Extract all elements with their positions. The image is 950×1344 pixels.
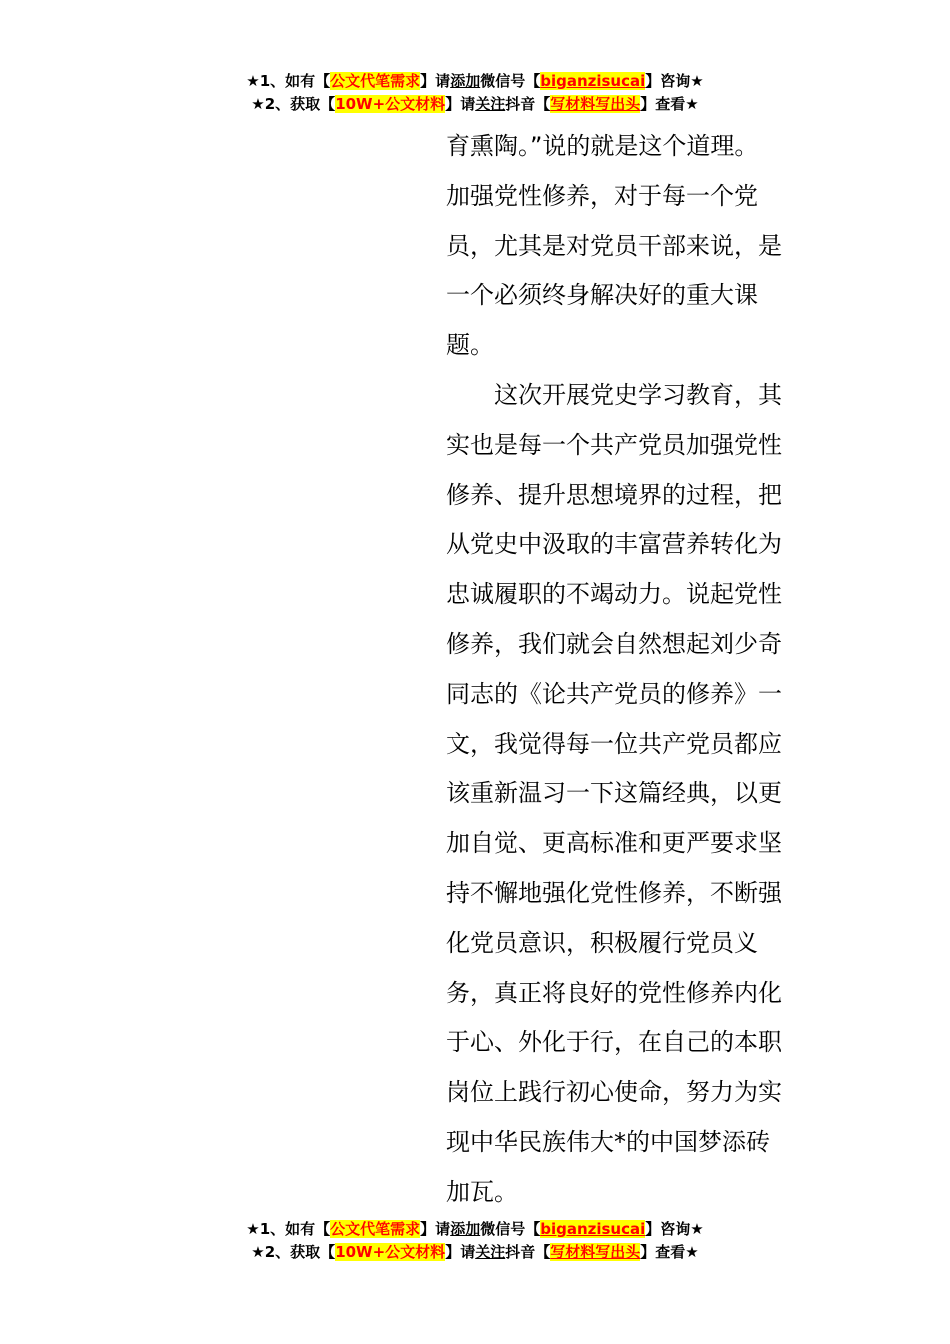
body-line: 现中华民族伟大*的中国梦添砖 xyxy=(446,1127,770,1156)
banner-text: ★2、获取【 xyxy=(251,95,336,113)
banner-text: 】查看★ xyxy=(640,1243,699,1261)
body-line: 忠诚履职的不竭动力。说起党性 xyxy=(446,580,782,609)
banner-text: 】请 xyxy=(420,72,451,90)
body-line: 题。 xyxy=(446,331,494,360)
underlined-text: 添加 xyxy=(450,72,481,90)
highlight-text: 10W+公文材料 xyxy=(335,1243,446,1261)
banner-text: 】咨询★ xyxy=(645,72,704,90)
banner-text: 】请 xyxy=(445,1243,476,1261)
body-line: 持不懈地强化党性修养，不断强 xyxy=(446,878,782,907)
body-line: 文，我觉得每一位共产党员都应 xyxy=(446,729,782,758)
banner-text: 抖音【 xyxy=(505,1243,551,1261)
douyin-id: 写材料写出头 xyxy=(550,1243,641,1261)
banner-text: 】查看★ xyxy=(640,95,699,113)
body-line: 化党员意识，积极履行党员义 xyxy=(446,928,758,957)
body-line: 从党史中汲取的丰富营养转化为 xyxy=(446,530,782,559)
banner-line-2 xyxy=(0,1241,950,1264)
body-line: 岗位上践行初心使命，努力为实 xyxy=(446,1078,782,1107)
banner-text: 】请 xyxy=(445,95,476,113)
footer-banner xyxy=(0,1218,950,1264)
body-line: 于心、外化于行，在自己的本职 xyxy=(446,1028,782,1057)
banner-text: ★1、如有【 xyxy=(246,1220,331,1238)
douyin-id: 写材料写出头 xyxy=(550,95,641,113)
banner-line-2 xyxy=(0,93,950,116)
banner-text: 】咨询★ xyxy=(645,1220,704,1238)
body-line: 实也是每一个共产党员加强党性 xyxy=(446,430,782,459)
document-body xyxy=(446,122,808,1218)
body-line: 加自觉、更高标准和更严要求坚 xyxy=(446,829,782,858)
body-line: 加强党性修养，对于每一个党 xyxy=(446,181,758,210)
banner-text: ★1、如有【 xyxy=(246,72,331,90)
banner-line-1 xyxy=(0,70,950,93)
body-line: 员，尤其是对党员干部来说，是 xyxy=(446,231,782,260)
highlight-text: 10W+公文材料 xyxy=(335,95,446,113)
wechat-id: biganzisucai xyxy=(540,1220,646,1238)
body-line: 育熏陶。”说的就是这个道理。 xyxy=(446,132,759,160)
body-line: 务，真正将良好的党性修养内化 xyxy=(446,978,782,1007)
header-banner xyxy=(0,70,950,116)
underlined-text: 关注 xyxy=(475,95,506,113)
banner-line-1 xyxy=(0,1218,950,1241)
banner-text: 微信号【 xyxy=(480,1220,541,1238)
underlined-text: 关注 xyxy=(475,1243,506,1261)
body-line: 修养、提升思想境界的过程，把 xyxy=(446,480,782,509)
banner-text: 】请 xyxy=(420,1220,451,1238)
body-line: 该重新温习一下这篇经典，以更 xyxy=(446,779,782,808)
underlined-text: 添加 xyxy=(450,1220,481,1238)
highlight-text: 公文代笔需求 xyxy=(330,1220,421,1238)
highlight-text: 公文代笔需求 xyxy=(330,72,421,90)
body-line: 修养，我们就会自然想起刘少奇 xyxy=(446,629,782,658)
body-line: 一个必须终身解决好的重大课 xyxy=(446,281,758,310)
body-line: 这次开展党史学习教育，其 xyxy=(494,380,782,409)
banner-text: 微信号【 xyxy=(480,72,541,90)
banner-text: 抖音【 xyxy=(505,95,551,113)
body-line: 同志的《论共产党员的修养》一 xyxy=(446,679,782,708)
wechat-id: biganzisucai xyxy=(540,72,646,90)
banner-text: ★2、获取【 xyxy=(251,1243,336,1261)
body-line: 加瓦。 xyxy=(446,1177,518,1206)
